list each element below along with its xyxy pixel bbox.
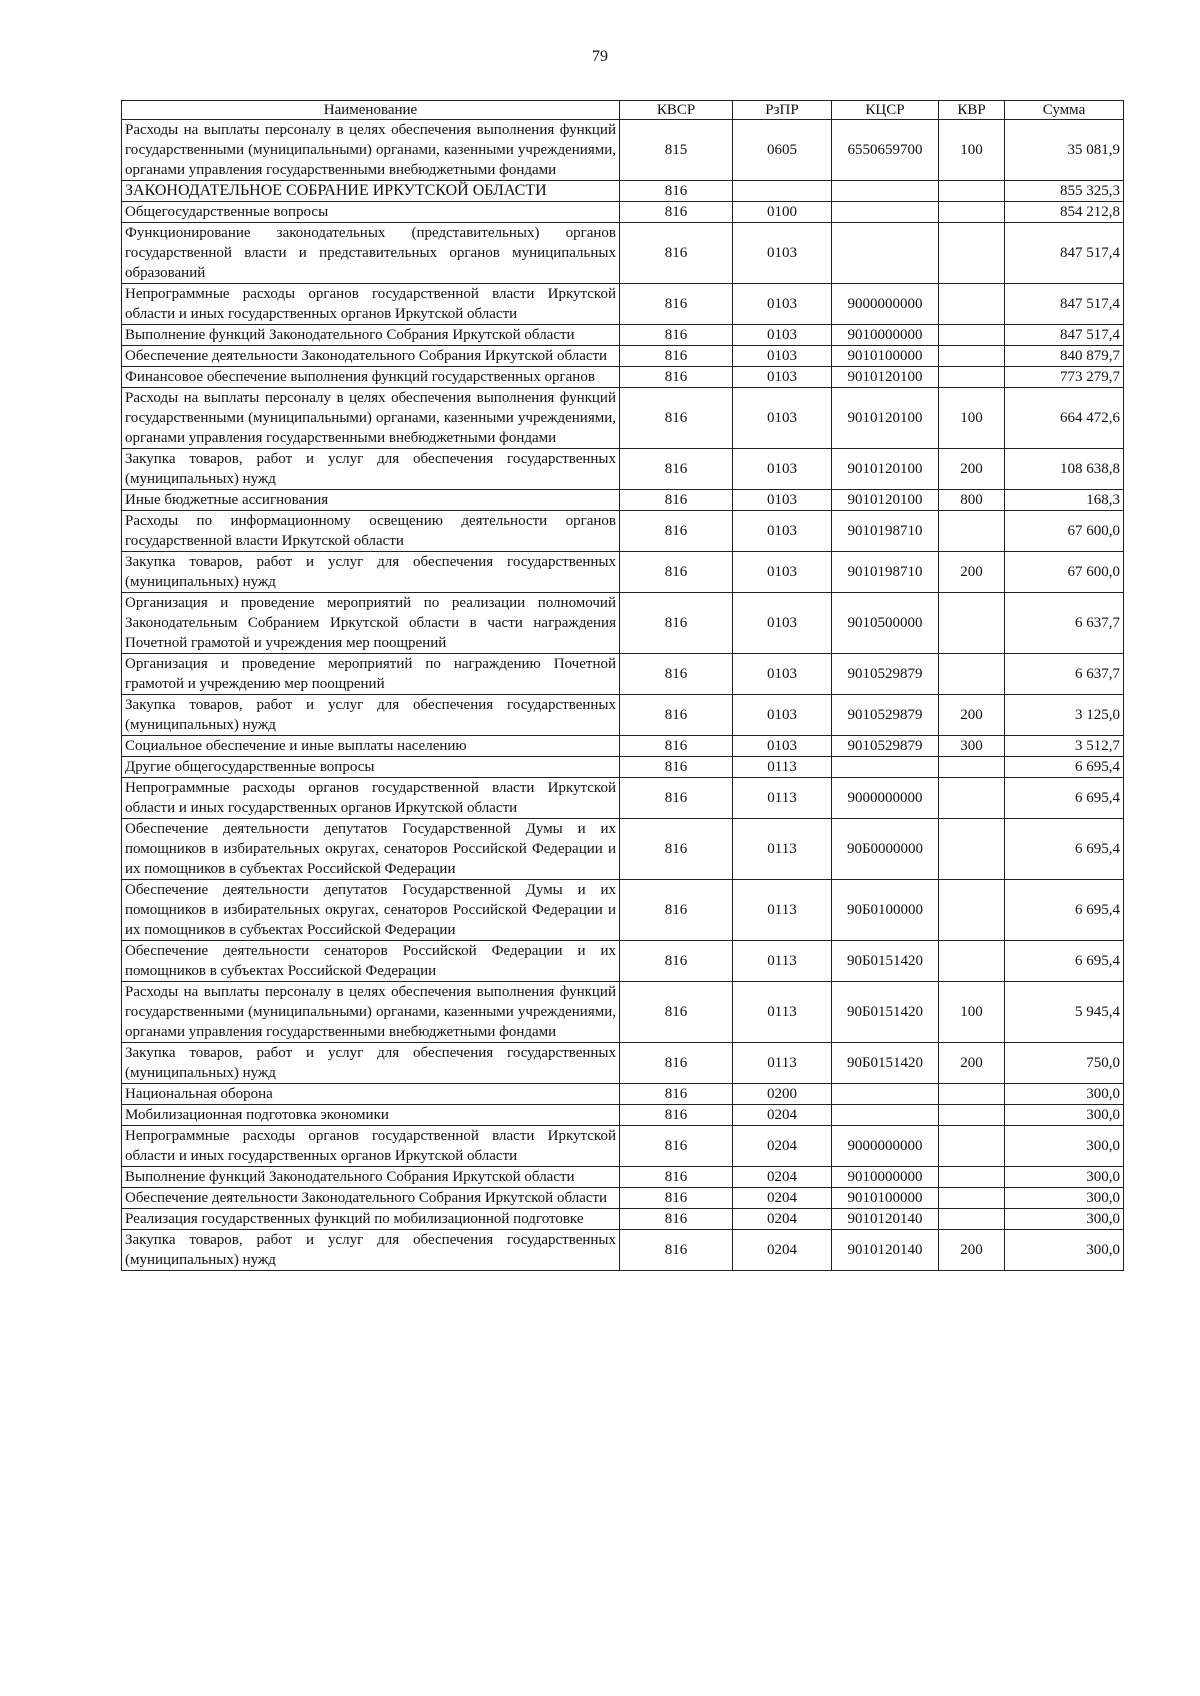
cell-name: Закупка товаров, работ и услуг для обеспечения государственных (муниципальных) нужд [122, 1230, 620, 1271]
table-row [122, 181, 1124, 202]
cell-name: Закупка товаров, работ и услуг для обеспечения государственных (муниципальных) нужд [122, 1043, 620, 1084]
cell-kvr [939, 202, 1005, 223]
cell-kvr [939, 654, 1005, 695]
cell-name: Обеспечение деятельности депутатов Государственной Думы и их помощников в избирательных округах, сенаторов Российской Федерации и их помощников в субъектах Российской Федерации [122, 819, 620, 880]
cell-sum: 840 879,7 [1005, 346, 1124, 367]
cell-kvr: 200 [939, 552, 1005, 593]
table-row [122, 1230, 1124, 1271]
cell-sum: 300,0 [1005, 1209, 1124, 1230]
cell-name: Расходы на выплаты персоналу в целях обеспечения выполнения функций государственными (муниципальными) органами, казенными учреждениями, органами управления государственными внебюджетными фондами [122, 982, 620, 1043]
cell-sum: 108 638,8 [1005, 449, 1124, 490]
cell-rzpr: 0103 [733, 325, 832, 346]
table-header [122, 101, 1124, 120]
cell-name: ЗАКОНОДАТЕЛЬНОЕ СОБРАНИЕ ИРКУТСКОЙ ОБЛАСТИ [122, 181, 620, 202]
cell-name: Мобилизационная подготовка экономики [122, 1105, 620, 1126]
cell-sum: 854 212,8 [1005, 202, 1124, 223]
table-row [122, 511, 1124, 552]
table-row [122, 757, 1124, 778]
cell-rzpr: 0113 [733, 982, 832, 1043]
cell-sum: 847 517,4 [1005, 284, 1124, 325]
cell-kvsr: 816 [620, 941, 733, 982]
cell-kvsr: 816 [620, 1209, 733, 1230]
cell-kvr [939, 511, 1005, 552]
budget-table [121, 100, 1124, 1271]
cell-kvr [939, 284, 1005, 325]
cell-rzpr: 0103 [733, 490, 832, 511]
cell-kvsr: 816 [620, 757, 733, 778]
cell-rzpr: 0204 [733, 1167, 832, 1188]
cell-kcsr: 9010120100 [832, 367, 939, 388]
cell-kvr: 100 [939, 388, 1005, 449]
cell-kvsr: 815 [620, 120, 733, 181]
cell-rzpr: 0103 [733, 223, 832, 284]
table-row [122, 284, 1124, 325]
cell-sum: 3 125,0 [1005, 695, 1124, 736]
table-row [122, 593, 1124, 654]
cell-sum: 35 081,9 [1005, 120, 1124, 181]
cell-sum: 664 472,6 [1005, 388, 1124, 449]
table-row [122, 819, 1124, 880]
cell-kcsr: 9010529879 [832, 654, 939, 695]
cell-kvsr: 816 [620, 819, 733, 880]
table-row [122, 202, 1124, 223]
cell-kcsr [832, 202, 939, 223]
cell-name: Общегосударственные вопросы [122, 202, 620, 223]
cell-name: Обеспечение деятельности сенаторов Российской Федерации и их помощников в субъектах Российской Федерации [122, 941, 620, 982]
cell-rzpr: 0605 [733, 120, 832, 181]
cell-rzpr: 0200 [733, 1084, 832, 1105]
header-kvr: КВР [939, 101, 1005, 120]
header-row [122, 101, 1124, 120]
cell-kcsr: 9010198710 [832, 511, 939, 552]
cell-sum: 300,0 [1005, 1084, 1124, 1105]
cell-kcsr: 9010100000 [832, 346, 939, 367]
table-row [122, 982, 1124, 1043]
cell-kvsr: 816 [620, 1043, 733, 1084]
cell-sum: 300,0 [1005, 1126, 1124, 1167]
cell-kvr [939, 1126, 1005, 1167]
table-row [122, 654, 1124, 695]
cell-kvsr: 816 [620, 654, 733, 695]
cell-sum: 300,0 [1005, 1230, 1124, 1271]
header-kvsr: КВСР [620, 101, 733, 120]
table-row [122, 367, 1124, 388]
cell-sum: 847 517,4 [1005, 325, 1124, 346]
cell-kcsr: 90Б0151420 [832, 982, 939, 1043]
table-row [122, 1105, 1124, 1126]
cell-kvr [939, 593, 1005, 654]
cell-kvr: 200 [939, 695, 1005, 736]
cell-rzpr: 0113 [733, 778, 832, 819]
cell-kvr [939, 223, 1005, 284]
cell-name: Выполнение функций Законодательного Собрания Иркутской области [122, 1167, 620, 1188]
cell-kvsr: 816 [620, 1188, 733, 1209]
cell-kvr [939, 1105, 1005, 1126]
page-number: 79 [592, 48, 608, 65]
cell-name: Реализация государственных функций по мобилизационной подготовке [122, 1209, 620, 1230]
cell-rzpr: 0103 [733, 388, 832, 449]
table-row [122, 1209, 1124, 1230]
table-row [122, 223, 1124, 284]
cell-name: Непрограммные расходы органов государственной власти Иркутской области и иных государственных органов Иркутской области [122, 284, 620, 325]
cell-kcsr: 9010120140 [832, 1209, 939, 1230]
cell-kvsr: 816 [620, 695, 733, 736]
table-row [122, 449, 1124, 490]
cell-kvr [939, 325, 1005, 346]
cell-kcsr [832, 1084, 939, 1105]
cell-kcsr: 90Б0151420 [832, 1043, 939, 1084]
cell-kcsr: 9010120140 [832, 1230, 939, 1271]
cell-rzpr: 0103 [733, 284, 832, 325]
cell-kcsr: 6550659700 [832, 120, 939, 181]
table-row [122, 1043, 1124, 1084]
cell-name: Национальная оборона [122, 1084, 620, 1105]
table-row [122, 552, 1124, 593]
cell-kcsr: 9010500000 [832, 593, 939, 654]
table-body [122, 120, 1124, 1271]
cell-sum: 168,3 [1005, 490, 1124, 511]
cell-kvr: 200 [939, 1230, 1005, 1271]
cell-sum: 6 637,7 [1005, 654, 1124, 695]
cell-kcsr: 90Б0151420 [832, 941, 939, 982]
cell-kcsr: 9010529879 [832, 695, 939, 736]
table-row [122, 941, 1124, 982]
table-row [122, 346, 1124, 367]
cell-rzpr: 0100 [733, 202, 832, 223]
cell-kvsr: 816 [620, 736, 733, 757]
cell-name: Расходы на выплаты персоналу в целях обеспечения выполнения функций государственными (муниципальными) органами, казенными учреждениями, органами управления государственными внебюджетными фондами [122, 388, 620, 449]
header-kcsr: КЦСР [832, 101, 939, 120]
cell-kcsr: 9010120100 [832, 388, 939, 449]
cell-kcsr: 90Б0000000 [832, 819, 939, 880]
cell-kvr [939, 757, 1005, 778]
cell-rzpr: 0204 [733, 1105, 832, 1126]
cell-rzpr: 0103 [733, 449, 832, 490]
cell-kcsr: 9010120100 [832, 449, 939, 490]
cell-kcsr: 9010529879 [832, 736, 939, 757]
cell-name: Другие общегосударственные вопросы [122, 757, 620, 778]
cell-kvr [939, 778, 1005, 819]
cell-kvr [939, 819, 1005, 880]
table-row [122, 695, 1124, 736]
header-rzpr: РзПР [733, 101, 832, 120]
table-row [122, 1126, 1124, 1167]
cell-name: Социальное обеспечение и иные выплаты населению [122, 736, 620, 757]
cell-kvr [939, 1167, 1005, 1188]
cell-kvr [939, 1209, 1005, 1230]
table-row [122, 880, 1124, 941]
cell-rzpr: 0113 [733, 880, 832, 941]
cell-rzpr: 0113 [733, 941, 832, 982]
cell-kcsr [832, 1105, 939, 1126]
cell-rzpr: 0204 [733, 1126, 832, 1167]
cell-sum: 750,0 [1005, 1043, 1124, 1084]
cell-kvsr: 816 [620, 593, 733, 654]
cell-name: Выполнение функций Законодательного Собрания Иркутской области [122, 325, 620, 346]
cell-kvr: 100 [939, 120, 1005, 181]
table-row [122, 778, 1124, 819]
cell-name: Организация и проведение мероприятий по награждению Почетной грамотой и учреждению мер поощрений [122, 654, 620, 695]
cell-sum: 67 600,0 [1005, 511, 1124, 552]
cell-sum: 3 512,7 [1005, 736, 1124, 757]
cell-kvsr: 816 [620, 880, 733, 941]
cell-kcsr [832, 757, 939, 778]
cell-kvsr: 816 [620, 1167, 733, 1188]
cell-kvsr: 816 [620, 982, 733, 1043]
cell-kvr: 300 [939, 736, 1005, 757]
table-row [122, 1167, 1124, 1188]
cell-sum: 855 325,3 [1005, 181, 1124, 202]
cell-name: Закупка товаров, работ и услуг для обеспечения государственных (муниципальных) нужд [122, 449, 620, 490]
cell-rzpr: 0103 [733, 346, 832, 367]
cell-kvsr: 816 [620, 181, 733, 202]
cell-sum: 6 695,4 [1005, 819, 1124, 880]
cell-kvsr: 816 [620, 346, 733, 367]
cell-kvsr: 816 [620, 449, 733, 490]
cell-name: Обеспечение деятельности Законодательного Собрания Иркутской области [122, 346, 620, 367]
cell-kvr [939, 880, 1005, 941]
cell-sum: 300,0 [1005, 1188, 1124, 1209]
cell-name: Обеспечение деятельности депутатов Государственной Думы и их помощников в избирательных округах, сенаторов Российской Федерации и их помощников в субъектах Российской Федерации [122, 880, 620, 941]
cell-sum: 6 695,4 [1005, 778, 1124, 819]
cell-kcsr: 90Б0100000 [832, 880, 939, 941]
cell-kcsr: 9010198710 [832, 552, 939, 593]
table-row [122, 325, 1124, 346]
cell-kcsr: 9010100000 [832, 1188, 939, 1209]
cell-name: Расходы по информационному освещению деятельности органов государственной власти Иркутской области [122, 511, 620, 552]
cell-kvsr: 816 [620, 490, 733, 511]
cell-rzpr: 0113 [733, 1043, 832, 1084]
table-row [122, 120, 1124, 181]
cell-sum: 5 945,4 [1005, 982, 1124, 1043]
cell-sum: 6 695,4 [1005, 880, 1124, 941]
cell-kvr: 800 [939, 490, 1005, 511]
cell-kvr [939, 941, 1005, 982]
cell-kcsr [832, 181, 939, 202]
cell-name: Обеспечение деятельности Законодательного Собрания Иркутской области [122, 1188, 620, 1209]
cell-kvsr: 816 [620, 284, 733, 325]
table-row [122, 1188, 1124, 1209]
cell-rzpr: 0103 [733, 511, 832, 552]
cell-rzpr: 0103 [733, 654, 832, 695]
cell-kcsr [832, 223, 939, 284]
cell-kvr [939, 1084, 1005, 1105]
cell-name: Организация и проведение мероприятий по реализации полномочий Законодательным Собранием Иркутской области в части награждения Почетной грамотой и учреждения мер поощрений [122, 593, 620, 654]
cell-kvsr: 816 [620, 202, 733, 223]
cell-kvsr: 816 [620, 1230, 733, 1271]
cell-kcsr: 9010120100 [832, 490, 939, 511]
cell-sum: 773 279,7 [1005, 367, 1124, 388]
cell-kvsr: 816 [620, 552, 733, 593]
cell-kcsr: 9010000000 [832, 1167, 939, 1188]
cell-rzpr: 0103 [733, 695, 832, 736]
cell-rzpr: 0204 [733, 1209, 832, 1230]
table-row [122, 490, 1124, 511]
cell-kvsr: 816 [620, 388, 733, 449]
cell-rzpr: 0103 [733, 367, 832, 388]
cell-kvr [939, 181, 1005, 202]
cell-kvsr: 816 [620, 367, 733, 388]
cell-kvsr: 816 [620, 223, 733, 284]
cell-kvr: 100 [939, 982, 1005, 1043]
cell-kcsr: 9000000000 [832, 778, 939, 819]
cell-kvr [939, 1188, 1005, 1209]
cell-sum: 6 695,4 [1005, 941, 1124, 982]
cell-rzpr: 0103 [733, 552, 832, 593]
cell-kvsr: 816 [620, 511, 733, 552]
cell-rzpr [733, 181, 832, 202]
cell-sum: 847 517,4 [1005, 223, 1124, 284]
cell-sum: 67 600,0 [1005, 552, 1124, 593]
table-row [122, 736, 1124, 757]
cell-kvr [939, 367, 1005, 388]
table-row [122, 1084, 1124, 1105]
cell-name: Закупка товаров, работ и услуг для обеспечения государственных (муниципальных) нужд [122, 695, 620, 736]
cell-kvr: 200 [939, 1043, 1005, 1084]
cell-rzpr: 0113 [733, 819, 832, 880]
cell-kvsr: 816 [620, 1105, 733, 1126]
cell-kvsr: 816 [620, 778, 733, 819]
cell-name: Иные бюджетные ассигнования [122, 490, 620, 511]
cell-name: Непрограммные расходы органов государственной власти Иркутской области и иных государственных органов Иркутской области [122, 1126, 620, 1167]
cell-name: Финансовое обеспечение выполнения функций государственных органов [122, 367, 620, 388]
cell-name: Функционирование законодательных (представительных) органов государственной власти и представительных органов муниципальных образований [122, 223, 620, 284]
table-row [122, 388, 1124, 449]
cell-sum: 300,0 [1005, 1167, 1124, 1188]
cell-kvr [939, 346, 1005, 367]
cell-rzpr: 0113 [733, 757, 832, 778]
cell-rzpr: 0204 [733, 1188, 832, 1209]
cell-kcsr: 9000000000 [832, 1126, 939, 1167]
cell-kcsr: 9000000000 [832, 284, 939, 325]
cell-kvr: 200 [939, 449, 1005, 490]
header-sum: Сумма [1005, 101, 1124, 120]
header-name: Наименование [122, 101, 620, 120]
cell-sum: 300,0 [1005, 1105, 1124, 1126]
cell-kvsr: 816 [620, 325, 733, 346]
cell-sum: 6 695,4 [1005, 757, 1124, 778]
cell-kcsr: 9010000000 [832, 325, 939, 346]
cell-name: Непрограммные расходы органов государственной власти Иркутской области и иных государственных органов Иркутской области [122, 778, 620, 819]
cell-sum: 6 637,7 [1005, 593, 1124, 654]
cell-kvsr: 816 [620, 1126, 733, 1167]
cell-rzpr: 0103 [733, 736, 832, 757]
cell-name: Расходы на выплаты персоналу в целях обеспечения выполнения функций государственными (муниципальными) органами, казенными учреждениями, органами управления государственными внебюджетными фондами [122, 120, 620, 181]
cell-rzpr: 0204 [733, 1230, 832, 1271]
cell-name: Закупка товаров, работ и услуг для обеспечения государственных (муниципальных) нужд [122, 552, 620, 593]
cell-kvsr: 816 [620, 1084, 733, 1105]
cell-rzpr: 0103 [733, 593, 832, 654]
